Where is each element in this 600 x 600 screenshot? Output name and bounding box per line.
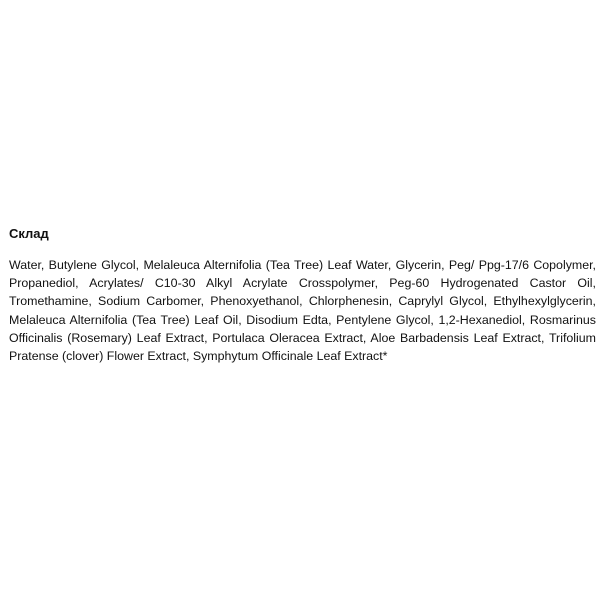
ingredients-text: Water, Butylene Glycol, Melaleuca Alternifolia (Tea Tree) Leaf Water, Glycerin, Peg/ Ppg-17/6 Copolymer, Propanediol, Acrylates/ C10-30 Alkyl Acrylate Crosspolymer, Peg-60 Hydrogenated Castor Oil, Tromethamine, Sodium Carbomer, Phenoxyethanol, Chlorphenesin, Caprylyl Glycol, Ethylhexylglycerin, Melaleuca Alternifolia (Tea Tree) Leaf Oil, Disodium Edta, Pentylene Glycol, 1,2-Hexanediol, Rosmarinus Officinalis (Rosemary) Leaf Extract, Portulaca Oleracea Extract, Aloe Barbadensis Leaf Extract, Trifolium Pratense (clover) Flower Extract, Symphytum Officinale Leaf Extract* (9, 258, 596, 364)
composition-section (9, 226, 596, 365)
composition-heading: Склад (9, 226, 49, 241)
